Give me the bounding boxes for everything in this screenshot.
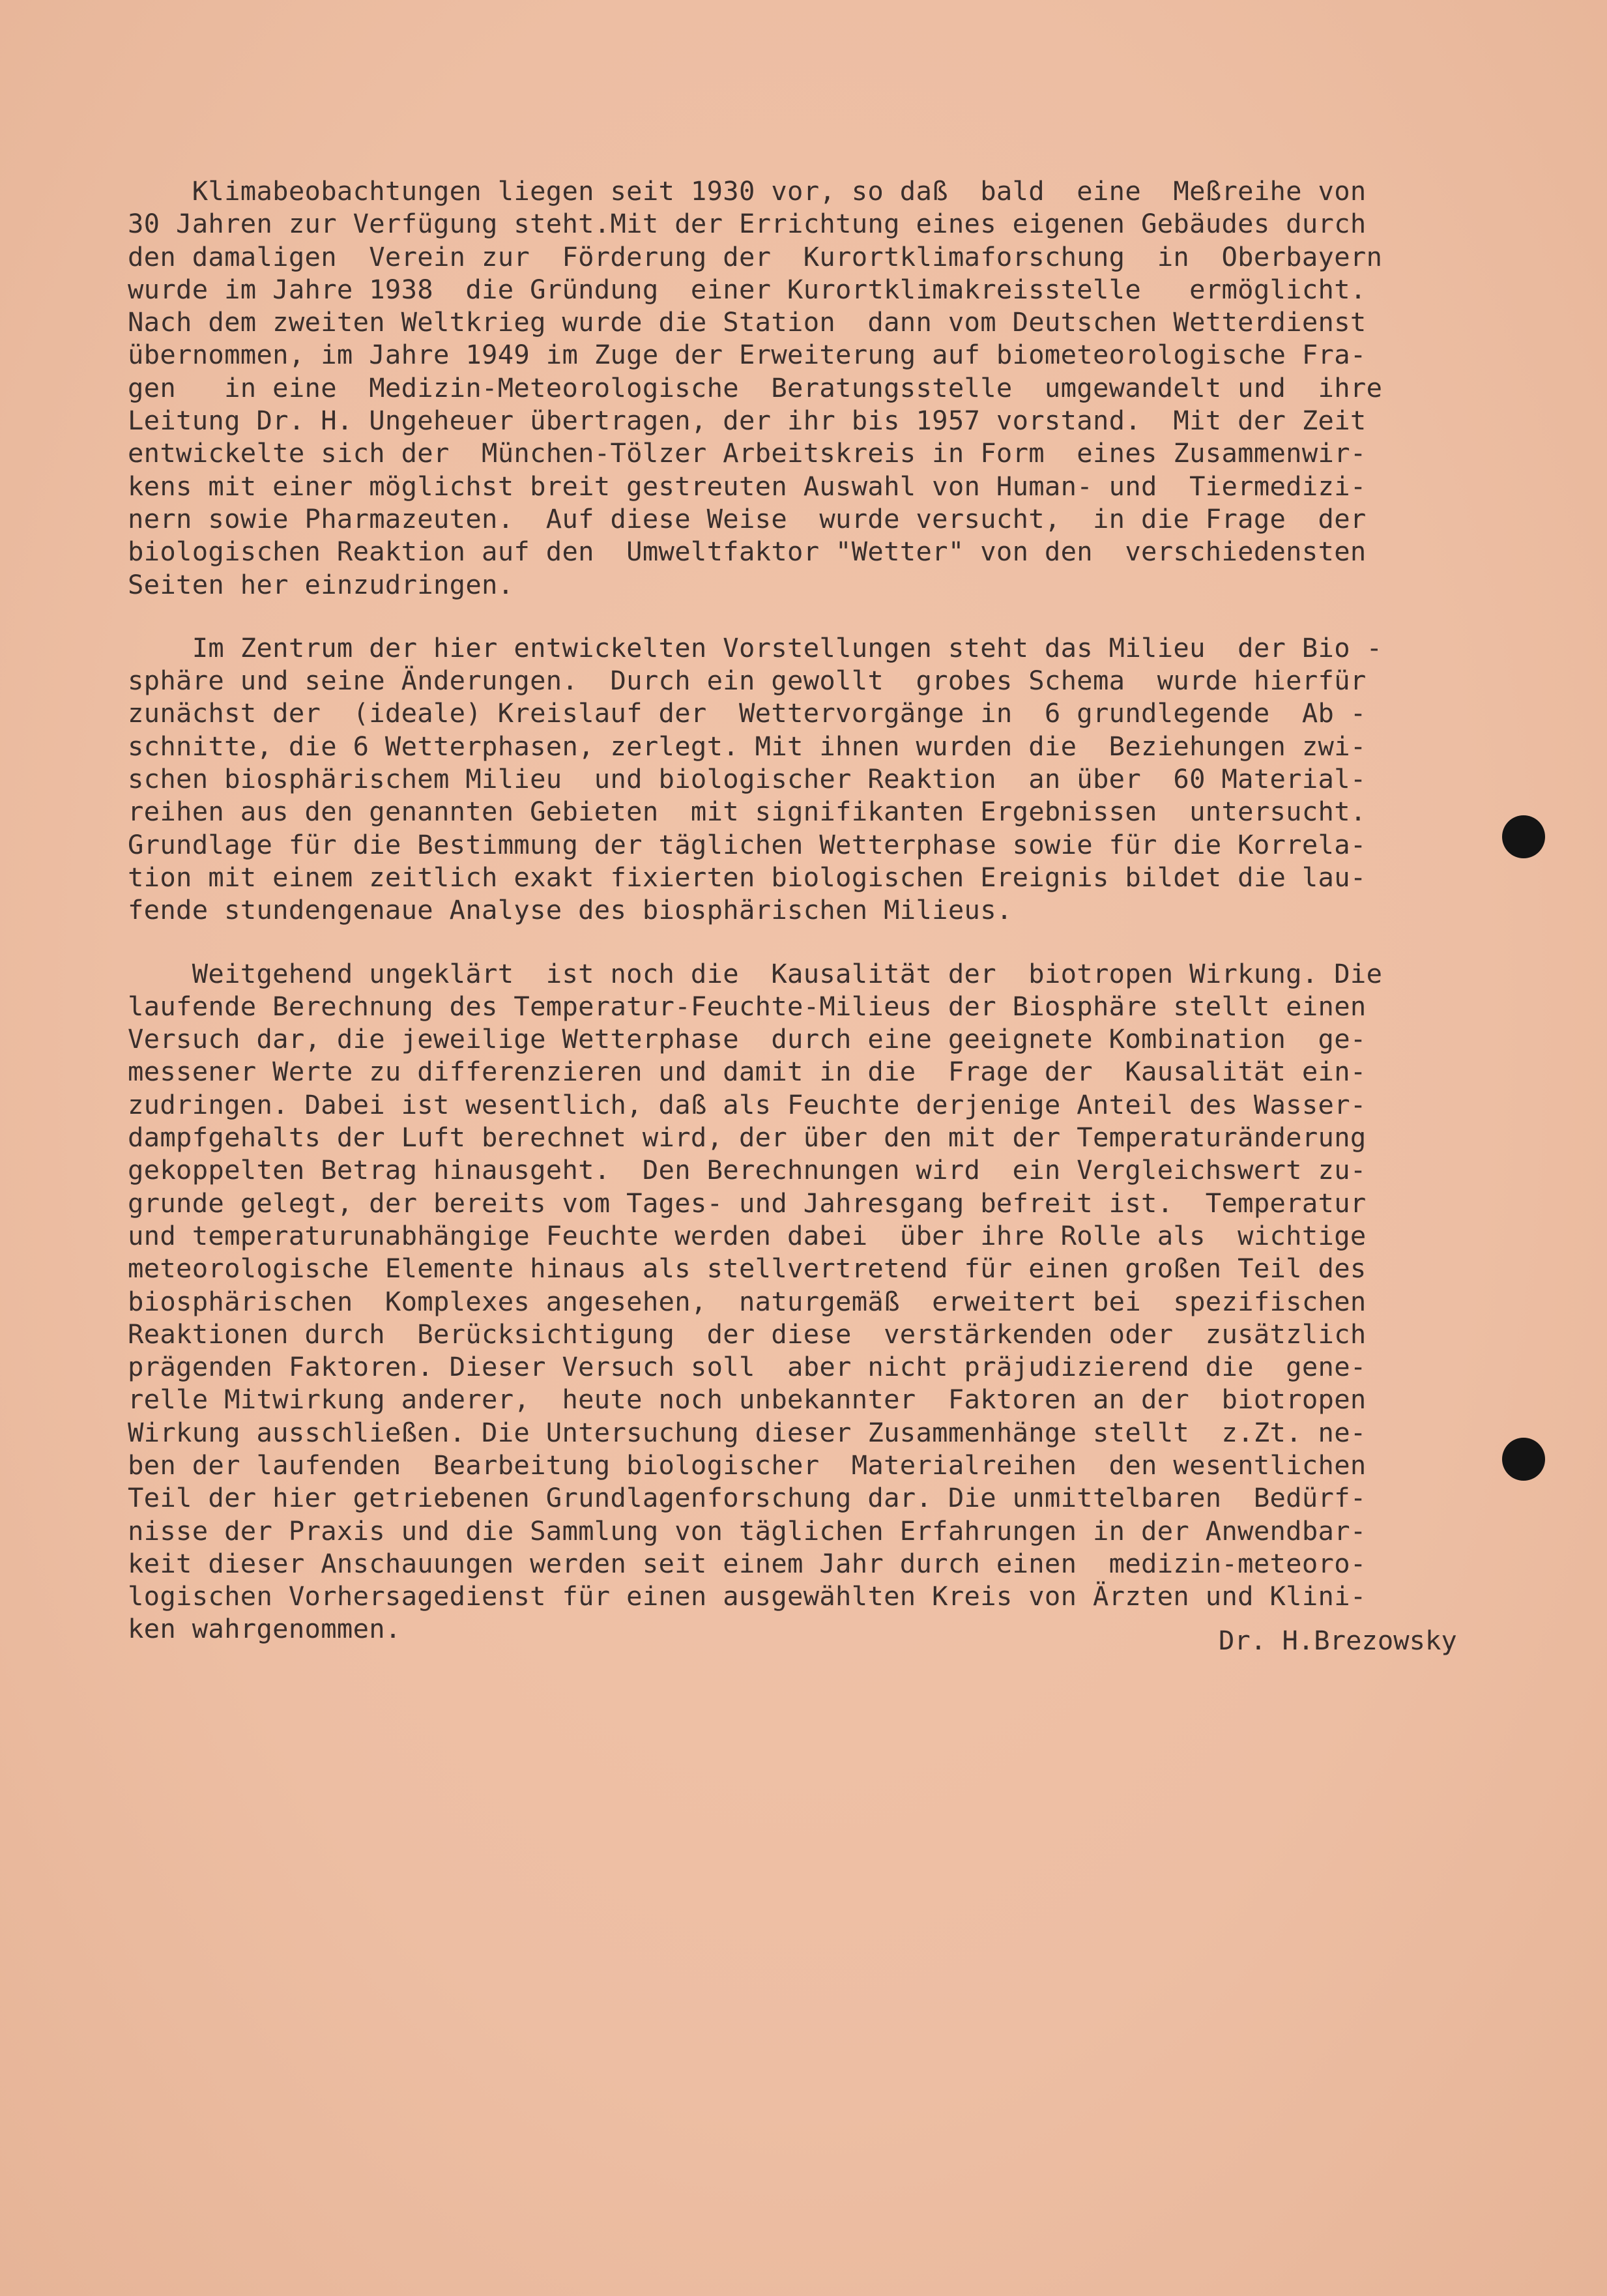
text-line: Leitung Dr. H. Ungeheuer übertragen, der ihr bis 1957 vorstand. Mit der Zeit: [128, 405, 1367, 437]
text-line: grunde gelegt, der bereits vom Tages- und Jahresgang befreit ist. Temperatur: [128, 1187, 1367, 1219]
text-line: übernommen, im Jahre 1949 im Zuge der Erweiterung auf biometeorologische Fra-: [128, 339, 1367, 371]
text-line: Seiten her einzudringen.: [128, 568, 514, 600]
text-line: nisse der Praxis und die Sammlung von täglichen Erfahrungen in der Anwendbar-: [128, 1515, 1367, 1547]
text-line: ken wahrgenommen.: [128, 1613, 401, 1645]
text-line: zudringen. Dabei ist wesentlich, daß als Feuchte derjenige Anteil des Wasser-: [128, 1088, 1367, 1120]
punch-hole: [1502, 1438, 1545, 1481]
text-line: den damaligen Verein zur Förderung der Kurortklimaforschung in Oberbayern: [128, 240, 1383, 272]
text-line: Wirkung ausschließen. Die Untersuchung dieser Zusammenhänge stellt z.Zt. ne-: [128, 1416, 1367, 1448]
paragraph: [128, 175, 1487, 601]
text-line: prägenden Faktoren. Dieser Versuch soll aber nicht präjudizierend die gene-: [128, 1351, 1367, 1383]
text-line: Nach dem zweiten Weltkrieg wurde die Station dann vom Deutschen Wetterdienst: [128, 306, 1367, 338]
signature: Dr. H.Brezowsky: [1219, 1625, 1457, 1656]
text-line: Klimabeobachtungen liegen seit 1930 vor, so daß bald eine Meßreihe von: [128, 175, 1367, 207]
text-line: schnitte, die 6 Wetterphasen, zerlegt. Mit ihnen wurden die Beziehungen zwi-: [128, 730, 1367, 762]
text-line: Teil der hier getriebenen Grundlagenforschung dar. Die unmittelbaren Bedürf-: [128, 1482, 1367, 1514]
text-line: messener Werte zu differenzieren und damit in die Frage der Kausalität ein-: [128, 1056, 1367, 1088]
text-line: sphäre und seine Änderungen. Durch ein gewollt grobes Schema wurde hierfür: [128, 665, 1367, 697]
text-line: tion mit einem zeitlich exakt fixierten biologischen Ereignis bildet die lau-: [128, 861, 1367, 893]
text-line: relle Mitwirkung anderer, heute noch unbekannter Faktoren an der biotropen: [128, 1384, 1367, 1416]
paragraph: [128, 957, 1487, 1646]
text-line: Versuch dar, die jeweilige Wetterphase durch eine geeignete Kombination ge-: [128, 1023, 1367, 1055]
text-line: ben der laufenden Bearbeitung biologischer Materialreihen den wesentlichen: [128, 1449, 1367, 1481]
text-line: Grundlage für die Bestimmung der täglichen Wetterphase sowie für die Korrela-: [128, 828, 1367, 860]
text-line: biosphärischen Komplexes angesehen, naturgemäß erweitert bei spezifischen: [128, 1285, 1367, 1317]
text-line: nern sowie Pharmazeuten. Auf diese Weise wurde versucht, in die Frage der: [128, 502, 1367, 534]
text-line: gekoppelten Betrag hinausgeht. Den Berechnungen wird ein Vergleichswert zu-: [128, 1154, 1367, 1186]
text-line: entwickelte sich der München-Tölzer Arbeitskreis in Form eines Zusammenwir-: [128, 437, 1367, 469]
text-line: meteorologische Elemente hinaus als stellvertretend für einen großen Teil des: [128, 1253, 1367, 1285]
punch-hole: [1502, 815, 1545, 858]
text-line: gen in eine Medizin-Meteorologische Beratungsstelle umgewandelt und ihre: [128, 371, 1383, 403]
text-line: wurde im Jahre 1938 die Gründung einer Kurortklimakreisstelle ermöglicht.: [128, 273, 1367, 305]
text-line: logischen Vorhersagedienst für einen ausgewählten Kreis von Ärzten und Klini-: [128, 1580, 1367, 1612]
text-line: reihen aus den genannten Gebieten mit signifikanten Ergebnissen untersucht.: [128, 796, 1367, 828]
paragraph: [128, 632, 1487, 927]
body-text: [128, 175, 1487, 1676]
text-line: schen biosphärischem Milieu und biologischer Reaktion an über 60 Material-: [128, 763, 1367, 795]
text-line: Reaktionen durch Berücksichtigung der diese verstärkenden oder zusätzlich: [128, 1318, 1367, 1350]
text-line: biologischen Reaktion auf den Umweltfaktor "Wetter" von den verschiedensten: [128, 536, 1367, 568]
text-line: Im Zentrum der hier entwickelten Vorstellungen steht das Milieu der Bio -: [128, 632, 1383, 663]
text-line: 30 Jahren zur Verfügung steht.Mit der Errichtung eines eigenen Gebäudes durch: [128, 208, 1367, 240]
text-line: laufende Berechnung des Temperatur-Feuchte-Milieus der Biosphäre stellt einen: [128, 990, 1367, 1022]
text-line: fende stundengenaue Analyse des biosphärischen Milieus.: [128, 894, 1013, 926]
text-line: Weitgehend ungeklärt ist noch die Kausalität der biotropen Wirkung. Die: [128, 957, 1383, 989]
text-line: kens mit einer möglichst breit gestreuten Auswahl von Human- und Tiermedizi-: [128, 470, 1367, 502]
text-line: und temperaturunabhängige Feuchte werden dabei über ihre Rolle als wichtige: [128, 1219, 1367, 1251]
text-line: zunächst der (ideale) Kreislauf der Wettervorgänge in 6 grundlegende Ab -: [128, 697, 1367, 729]
text-line: keit dieser Anschauungen werden seit einem Jahr durch einen medizin-meteoro-: [128, 1547, 1367, 1579]
text-line: dampfgehalts der Luft berechnet wird, der über den mit der Temperaturänderung: [128, 1122, 1367, 1154]
